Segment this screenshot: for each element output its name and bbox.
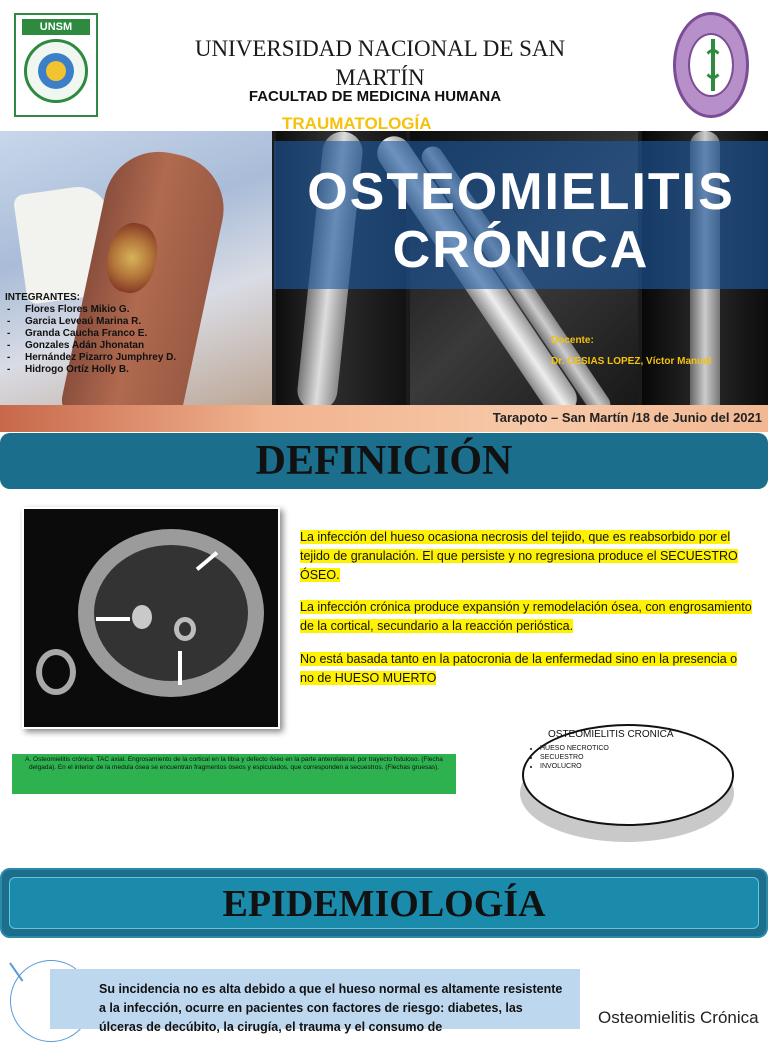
ct-scan-image	[22, 507, 280, 729]
tibia-cortex	[78, 529, 264, 697]
leg-photo	[0, 131, 272, 432]
team-member: - Garcia Leveaú Marina R.	[5, 316, 176, 328]
faculty-name: FACULTAD DE MEDICINA HUMANA	[248, 88, 502, 105]
diagram-item: • HUESO NECROTICO	[540, 744, 609, 753]
place-date: Tarapoto – San Martín /18 de Junio del 2021	[492, 410, 762, 425]
diagram-title: OSTEOMIELITIS CRONICA	[548, 729, 674, 740]
subject-label: TRAUMATOLOGÍA	[282, 114, 432, 133]
logo-acronym: UNSM	[22, 19, 90, 35]
ct-caption: A. Osteomielitis crónica. TAC axial. Engrosamiento de la cortical en la tibia y defecto óseo en la parte anterolateral, por trayecto fistuloso. (Flecha delgada). En el interior de la medula ósea se encuentran fragmentos óseos y espiculados, que corresponden a secuestros. (Flechas gruesas).	[12, 754, 456, 794]
arrow-right-icon	[96, 617, 130, 621]
diagram-item: • INVOLUCRO	[540, 762, 609, 771]
team-member: - Flores Flores Mikio G.	[5, 304, 176, 316]
definition-paragraph-1	[300, 528, 752, 585]
fibula-section	[36, 649, 76, 695]
epidemiology-text: Su incidencia no es alta debido a que el hueso normal es altamente resistente a la infección, ocurre en pacientes con factores de riesgo: diabetes, las úlceras de decúbito, la cirugía, el trauma y el consumo de	[99, 982, 563, 1034]
section-title: DEFINICIÓN	[255, 438, 513, 484]
sequestrum-ring	[174, 617, 196, 641]
arrow-up-icon	[178, 651, 182, 685]
team-member: - Granda Caucha Franco E.	[5, 328, 176, 340]
section-header-epidemiologia	[0, 868, 768, 938]
team-member: - Hidrogo Ortíz Holly B.	[5, 364, 176, 376]
presentation-title: OSTEOMIELITIS CRÓNICA	[307, 163, 735, 279]
section-title: EPIDEMIOLOGÍA	[222, 883, 546, 925]
date-band	[0, 405, 768, 432]
teacher-name: Dr. CESIAS LOPEZ, Víctor Manuel	[551, 356, 712, 367]
leg-shape	[58, 142, 234, 432]
teacher-label: Docente:	[551, 335, 594, 346]
section-header-inner	[9, 877, 759, 929]
side-caption: Osteomielitis Crónica	[598, 1008, 759, 1027]
definition-paragraph-2	[300, 598, 752, 636]
university-logo	[14, 13, 98, 117]
teacher-block	[551, 330, 712, 372]
team-member: - Hernández Pizarro Jumphrey D.	[5, 352, 176, 364]
diagram-list	[530, 744, 609, 771]
university-name: UNIVERSIDAD NACIONAL DE SAN MARTÍN	[194, 36, 566, 90]
definition-paragraph-3	[300, 650, 752, 688]
highlighted-text: La infección crónica produce expansión y remodelación ósea, con engrosamiento de la cortical, secundario a la reacción perióstica.	[300, 600, 752, 633]
logo-sun-icon	[46, 61, 66, 81]
team-member: - Gonzales Adán Jhonatan	[5, 340, 176, 352]
highlighted-text: La infección del hueso ocasiona necrosis del tejido, que es reabsorbido por el tejido de granulación. El que persiste y no regresiona produce el SECUESTRO ÓSEO.	[300, 530, 738, 582]
team-label: INTEGRANTES:	[5, 292, 80, 303]
section-header-definicion	[0, 433, 768, 489]
highlighted-text: No está basada tanto en la patocronia de la enfermedad sino en la presencia o no de HUESO MUERTO	[300, 652, 738, 685]
faculty-logo	[673, 12, 749, 118]
team-list	[5, 304, 176, 376]
diagram-item: • SECUESTRO	[540, 753, 609, 762]
team-members	[5, 292, 176, 376]
sequestrum-fragment	[132, 605, 152, 629]
caduceus-snake-icon	[703, 49, 723, 79]
